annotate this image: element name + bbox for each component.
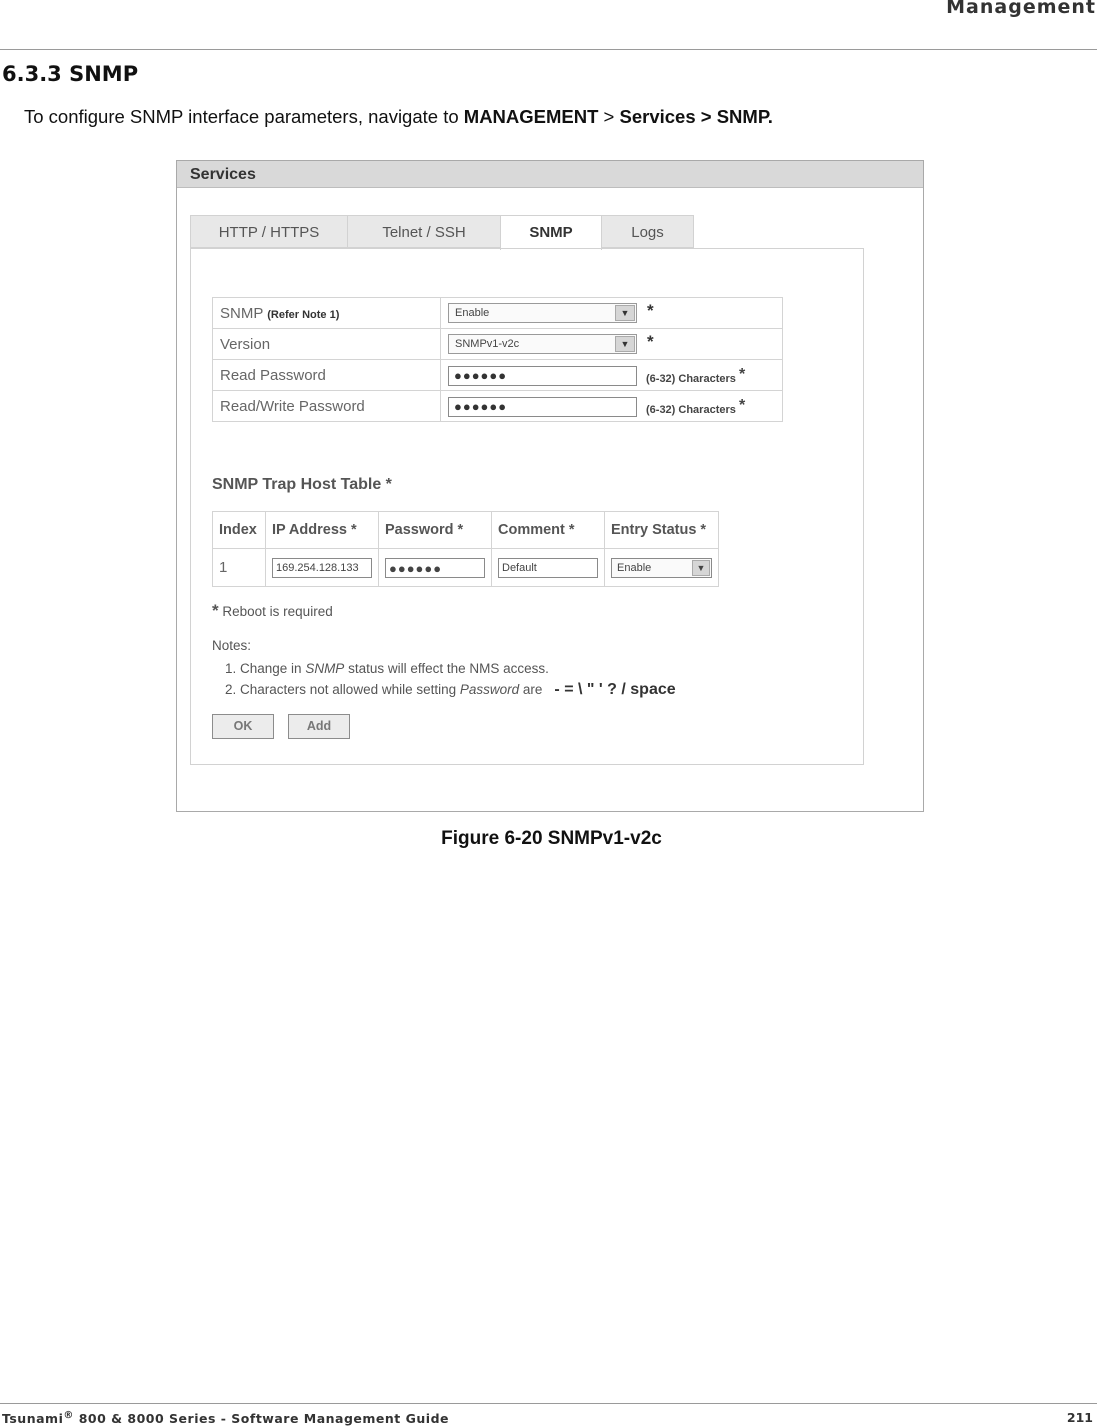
col-comment: Comment * bbox=[492, 512, 605, 549]
note-1-text-a: 1. Change in bbox=[225, 661, 306, 676]
nav-separator: > bbox=[598, 106, 620, 127]
note-1-emphasis: SNMP bbox=[305, 661, 345, 676]
col-entry-status: Entry Status * bbox=[605, 512, 719, 549]
char-hint-text: (6-32) Characters bbox=[646, 404, 736, 416]
col-password: Password * bbox=[379, 512, 492, 549]
config-row-snmp bbox=[213, 298, 783, 329]
intro-text: To configure SNMP interface parameters, navigate to bbox=[24, 106, 464, 127]
rw-password-cell bbox=[441, 391, 783, 422]
entry-status-select[interactable] bbox=[611, 558, 712, 578]
required-star: * bbox=[647, 332, 654, 351]
tab-logs[interactable]: Logs bbox=[601, 215, 694, 248]
col-index: Index bbox=[213, 512, 266, 549]
chevron-down-icon: ▼ bbox=[615, 305, 635, 321]
note-2 bbox=[225, 681, 676, 699]
rw-password-input[interactable]: ●●●●●● bbox=[448, 397, 637, 417]
rw-password-label: Read/Write Password bbox=[213, 391, 441, 422]
char-hint-text: (6-32) Characters bbox=[646, 373, 736, 385]
password-cell bbox=[379, 549, 492, 587]
required-star: * bbox=[738, 397, 746, 414]
guide-title: 800 & 8000 Series - Software Management Guide bbox=[73, 1411, 450, 1427]
version-label: Version bbox=[213, 329, 441, 360]
required-star: * bbox=[647, 301, 654, 320]
intro-paragraph bbox=[24, 106, 773, 128]
note-2-text-a: 2. Characters not allowed while setting bbox=[225, 682, 460, 697]
ok-button[interactable]: OK bbox=[212, 714, 274, 739]
registered-mark: ® bbox=[63, 1410, 74, 1421]
page-number: 211 bbox=[1066, 1410, 1093, 1425]
trap-password-input[interactable]: ●●●●●● bbox=[385, 558, 485, 578]
char-hint bbox=[646, 366, 746, 387]
notes-heading: Notes: bbox=[212, 638, 252, 653]
comment-cell bbox=[492, 549, 605, 587]
read-password-input[interactable]: ●●●●●● bbox=[448, 366, 637, 386]
snmp-enable-select[interactable] bbox=[448, 303, 637, 323]
ip-cell bbox=[266, 549, 379, 587]
config-row-rw-password bbox=[213, 391, 783, 422]
char-hint bbox=[646, 397, 746, 418]
snmp-config-table bbox=[212, 297, 783, 422]
table-row bbox=[213, 549, 719, 587]
note-2-emphasis: Password bbox=[459, 682, 520, 697]
version-control-cell bbox=[441, 329, 783, 360]
snmp-select-value: Enable bbox=[455, 307, 490, 319]
comment-input[interactable]: Default bbox=[498, 558, 598, 578]
tab-telnet-ssh[interactable]: Telnet / SSH bbox=[347, 215, 501, 248]
running-header: Management bbox=[946, 0, 1096, 18]
note-1-text-b: status will effect the NMS access. bbox=[344, 661, 549, 676]
config-row-version bbox=[213, 329, 783, 360]
note-1 bbox=[225, 661, 549, 676]
col-ip-address: IP Address * bbox=[266, 512, 379, 549]
note-2-text-b: are bbox=[519, 682, 543, 697]
entry-status-value: Enable bbox=[617, 561, 652, 574]
panel-title: Services bbox=[177, 161, 923, 188]
chevron-down-icon: ▼ bbox=[692, 560, 710, 576]
version-select[interactable] bbox=[448, 334, 637, 354]
required-star: * bbox=[738, 366, 746, 383]
disallowed-characters: - = \ " ' ? / space bbox=[554, 681, 676, 698]
section-title: 6.3.3 SNMP bbox=[2, 62, 139, 86]
trap-header-row bbox=[213, 512, 719, 549]
row-index: 1 bbox=[213, 549, 266, 587]
status-cell bbox=[605, 549, 719, 587]
header-rule bbox=[0, 49, 1097, 50]
footer-title bbox=[2, 1410, 449, 1426]
add-button[interactable]: Add bbox=[288, 714, 350, 739]
read-password-cell bbox=[441, 360, 783, 391]
snmp-control-cell bbox=[441, 298, 783, 329]
tab-http-https[interactable]: HTTP / HTTPS bbox=[190, 215, 348, 248]
reboot-text: Reboot is required bbox=[222, 604, 333, 619]
figure-caption: Figure 6-20 SNMPv1-v2c bbox=[441, 828, 662, 849]
trap-host-table bbox=[212, 511, 719, 587]
product-name: Tsunami bbox=[2, 1411, 64, 1427]
snmp-tab-content bbox=[190, 248, 864, 765]
trap-table-title: SNMP Trap Host Table * bbox=[212, 476, 392, 493]
ip-address-input[interactable]: 169.254.128.133 bbox=[272, 558, 372, 578]
nav-services-snmp: Services > SNMP. bbox=[619, 106, 773, 127]
refer-note: (Refer Note 1) bbox=[267, 308, 340, 321]
snmp-label: SNMP bbox=[220, 304, 264, 322]
snmp-label-cell bbox=[213, 298, 441, 329]
nav-management: MANAGEMENT bbox=[463, 106, 599, 127]
version-select-value: SNMPv1-v2c bbox=[455, 338, 520, 350]
footer-rule bbox=[0, 1403, 1097, 1404]
reboot-note bbox=[212, 601, 333, 621]
required-star: * bbox=[212, 601, 219, 620]
tab-snmp[interactable]: SNMP bbox=[500, 215, 602, 250]
read-password-label: Read Password bbox=[213, 360, 441, 391]
services-panel bbox=[176, 160, 924, 812]
config-row-read-password bbox=[213, 360, 783, 391]
chevron-down-icon: ▼ bbox=[615, 336, 635, 352]
